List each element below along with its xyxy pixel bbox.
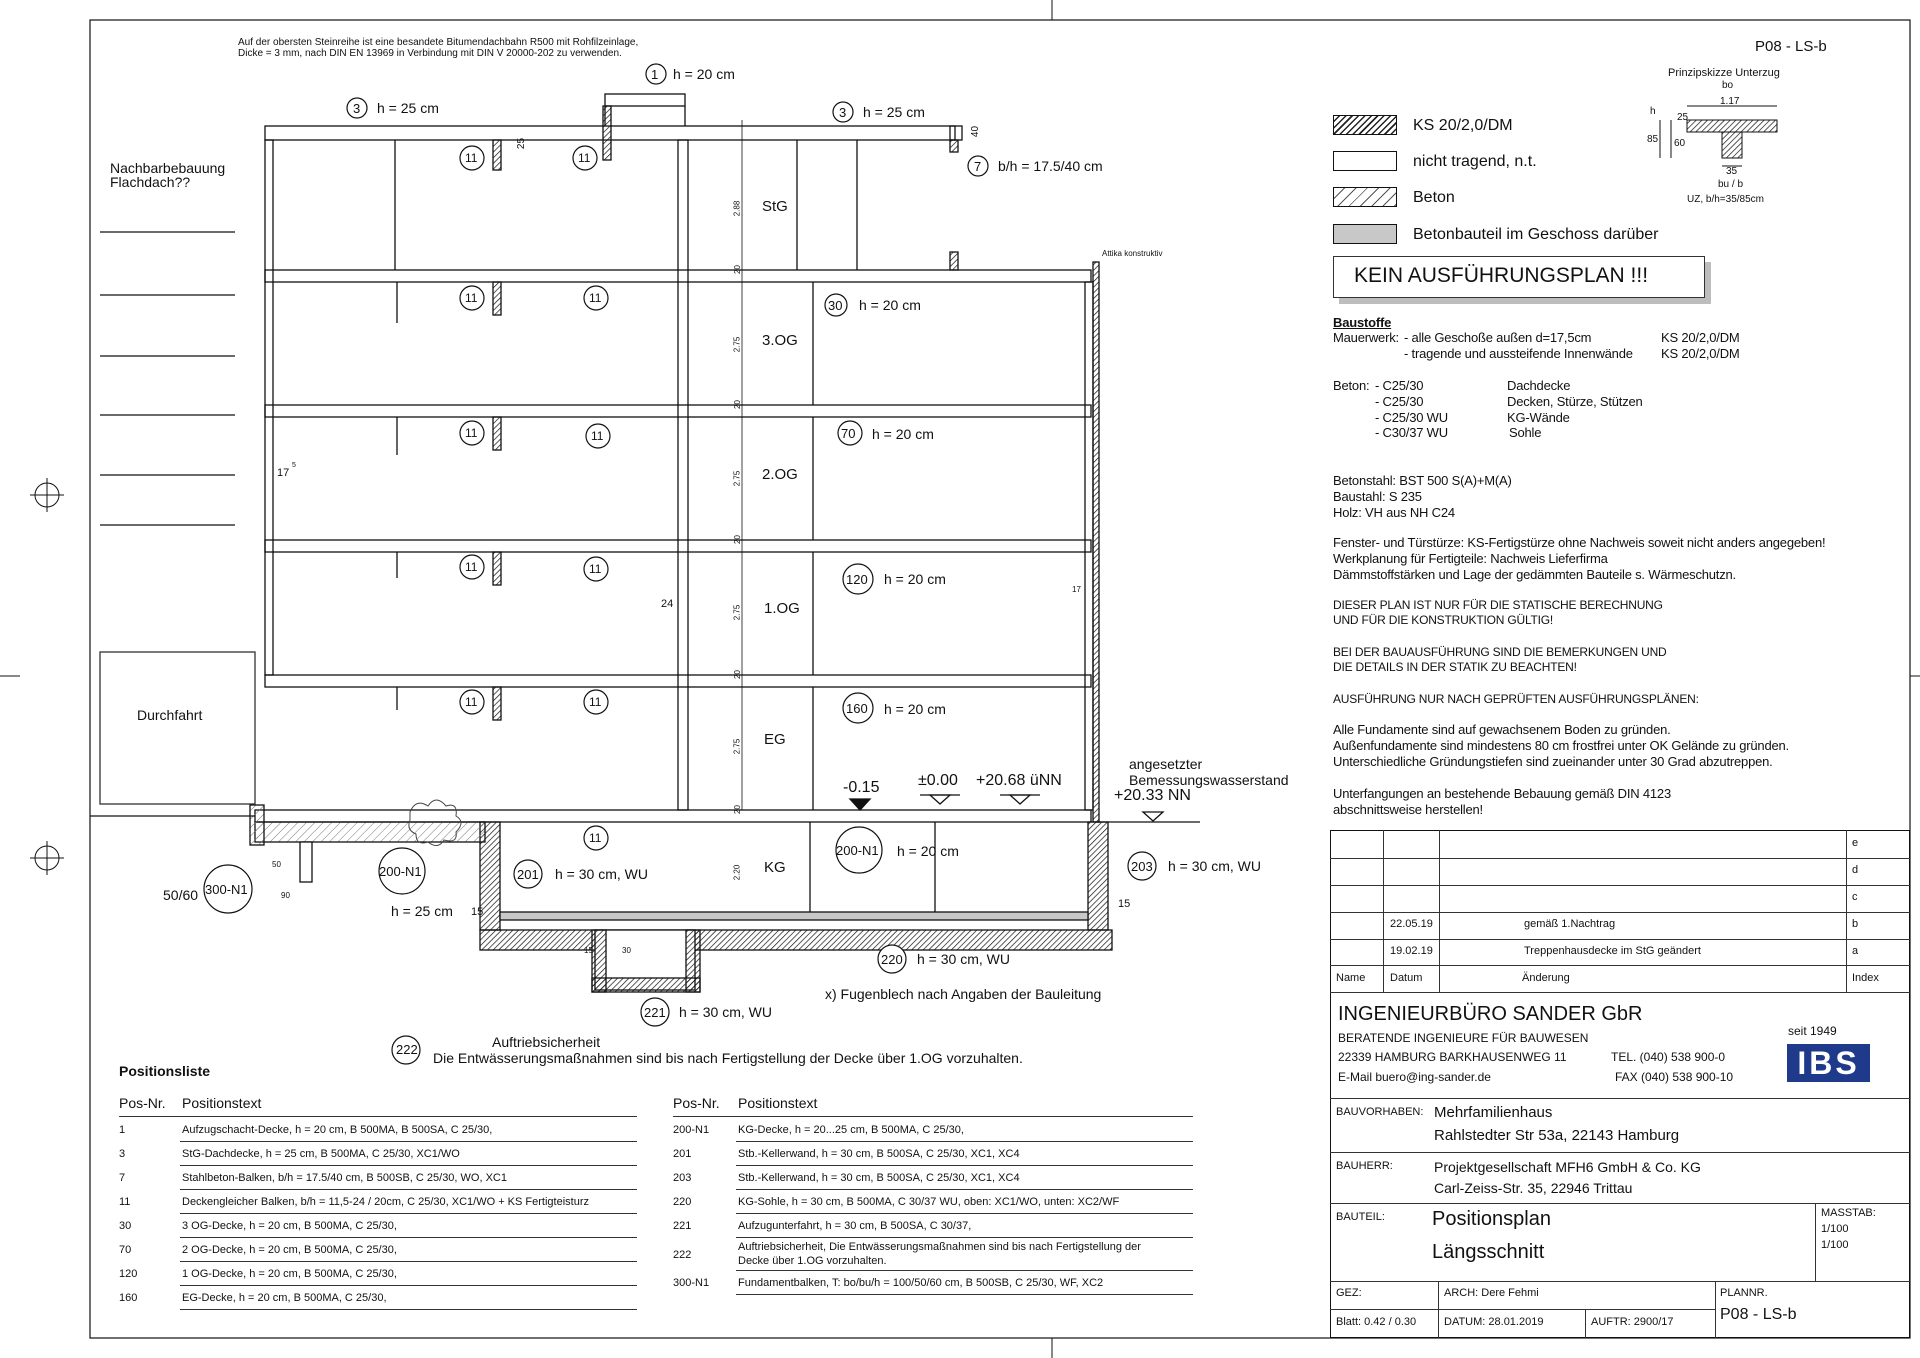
tag-201-num: 201 [517, 867, 539, 882]
tb-rule [1439, 830, 1440, 992]
tb-rule [1330, 885, 1910, 886]
steel-3: Holz: VH aus NH C24 [1333, 505, 1455, 520]
attika-label: Attika konstruktiv [1102, 249, 1163, 258]
table-rule [180, 1261, 637, 1262]
tag-1-text: h = 20 cm [673, 66, 735, 82]
tb-rule [1330, 1152, 1910, 1153]
project-line2: Rahlstedter Str 53a, 22143 Hamburg [1434, 1127, 1680, 1144]
pos-left-text: EG-Decke, h = 20 cm, B 500MA, C 25/30, [182, 1292, 387, 1304]
note: abschnittsweise herstellen! [1333, 802, 1483, 817]
positions-col-text: Positionstext [182, 1095, 262, 1111]
rev-date: 22.05.19 [1390, 918, 1433, 930]
beam-11-tag: 11 [589, 562, 602, 576]
tag-120-num: 120 [846, 572, 868, 587]
rev-index-c: c [1852, 891, 1858, 903]
pos-left-nr: 3 [119, 1148, 126, 1160]
pos-left-nr: 120 [119, 1268, 138, 1280]
client-label: BAUHERR: [1336, 1160, 1393, 1172]
pos-left-text: Stahlbeton-Balken, b/h = 17.5/40 cm, B 500SB, C 25/30, WO, XC1 [182, 1172, 507, 1184]
floor-1og: 1.OG [764, 600, 800, 617]
table-rule [736, 1294, 1193, 1295]
dim-label: 2.20 [732, 864, 742, 881]
ibs-logo: IBS [1787, 1044, 1870, 1082]
tag-221-text: h = 30 cm, WU [679, 1004, 772, 1020]
note: Außenfundamente sind mindestens 80 cm frostfrei unter OK Gelände zu gründen. [1333, 738, 1789, 753]
tag-221-num: 221 [644, 1005, 666, 1020]
beton-3-grade: - C25/30 WU [1375, 410, 1448, 425]
floor-3og: 3.OG [762, 332, 798, 349]
steel-2: Baustahl: S 235 [1333, 489, 1422, 504]
client-line1: Projektgesellschaft MFH6 GmbH & Co. KG [1434, 1159, 1701, 1175]
tb-rule [1815, 1203, 1816, 1281]
positions-col-nr: Pos-Nr. [119, 1095, 166, 1111]
pos-right-text: Stb.-Kellerwand, h = 30 cm, B 500SA, C 25/30, XC1, XC4 [738, 1172, 1020, 1184]
pos-left-text: 1 OG-Decke, h = 20 cm, B 500MA, C 25/30, [182, 1268, 397, 1280]
tag-200-n1b-text: h = 25 cm [391, 903, 453, 919]
dim-label: 17 [1072, 585, 1081, 594]
table-rule [673, 1116, 1193, 1117]
dim-label: 2.75 [732, 604, 742, 621]
pos-right-text: KG-Decke, h = 20...25 cm, B 500MA, C 25/30, [738, 1124, 964, 1136]
tag-30-num: 30 [828, 298, 843, 313]
tb-rule [1330, 1098, 1910, 1099]
dim-label: 50 [272, 860, 281, 869]
tag-1-num: 1 [651, 67, 659, 82]
roof-membrane-note-1: Auf der obersten Steinreihe ist eine besandete Bitumendachbahn R500 mit Rohfilzeinlage, [238, 37, 639, 48]
table-rule [180, 1165, 637, 1166]
part-line1: Positionsplan [1432, 1208, 1551, 1230]
tb-rule [1330, 1309, 1715, 1310]
warning-text: KEIN AUSFÜHRUNGSPLAN !!! [1354, 264, 1649, 287]
dim-label: 30 [622, 946, 631, 955]
table-rule [736, 1237, 1193, 1238]
blatt: Blatt: 0.42 / 0.30 [1336, 1316, 1417, 1328]
table-rule [180, 1309, 637, 1310]
rev-index-d: d [1852, 864, 1859, 876]
pos-left-text: Aufzugschacht-Decke, h = 20 cm, B 500MA, B 500SA, C 25/30, [182, 1124, 493, 1136]
beam-11-tag: 11 [465, 291, 478, 305]
tb-rule [1585, 1309, 1586, 1338]
dim-label: 20 [732, 535, 742, 544]
table-rule [180, 1189, 637, 1190]
beam-11-tag: 11 [465, 151, 478, 165]
tb-rule [1715, 1281, 1716, 1338]
tag-3b-num: 3 [839, 105, 847, 120]
sketch-caption: UZ, b/h=35/85cm [1687, 194, 1764, 205]
tag-120-text: h = 20 cm [884, 571, 946, 587]
pos-left-nr: 30 [119, 1220, 132, 1232]
pos-left-nr: 7 [119, 1172, 126, 1184]
tag-3b-text: h = 25 cm [863, 104, 925, 120]
beton-1-grade: - C25/30 [1375, 378, 1424, 393]
sketch-dim: h [1650, 106, 1656, 117]
dim-label: 25 [516, 137, 528, 150]
table-rule [736, 1141, 1193, 1142]
title-block [1330, 830, 1910, 1338]
fugen-note: x) Fugenblech nach Angaben der Bauleitung [825, 986, 1102, 1002]
note: UND FÜR DIE KONSTRUKTION GÜLTIG! [1333, 613, 1554, 627]
tag-220-num: 220 [881, 952, 903, 967]
table-rule [119, 1116, 637, 1117]
pos-left-nr: 1 [119, 1124, 126, 1136]
rev-head-index: Index [1852, 972, 1879, 984]
tag-200-n1b-num: 200-N1 [379, 864, 422, 879]
rev-head-name: Name [1336, 972, 1366, 984]
pos-right-text: Stb.-Kellerwand, h = 30 cm, B 500SA, C 25/30, XC1, XC4 [738, 1148, 1020, 1160]
beam-11-tag: 11 [465, 426, 478, 440]
tb-rule [1330, 965, 1910, 966]
pos-right-nr: 201 [673, 1148, 692, 1160]
roof-membrane-note-2: Dicke = 3 mm, nach DIN EN 13969 in Verbindung mit DIN V 20000-202 zu verwenden. [238, 48, 622, 59]
beton-2-grade: - C25/30 [1375, 394, 1424, 409]
sketch-width: 1.17 [1720, 96, 1740, 107]
pos-right-nr: 220 [673, 1196, 692, 1208]
dim-label: 15 [471, 906, 484, 918]
pos-right-text: Aufzugunterfahrt, h = 30 cm, B 500SA, C 30/37, [738, 1220, 972, 1232]
tag-70-num: 70 [841, 426, 856, 441]
plannr: P08 - LS-b [1720, 1306, 1797, 1323]
legend-swatch-above [1333, 224, 1397, 244]
sheet-reference: P08 - LS-b [1755, 38, 1827, 55]
pos-right-text: Auftriebsicherheit, Die Entwässerungsmaßnahmen sind bis nach Fertigstellung der [738, 1241, 1141, 1253]
positions-col-nr-2: Pos-Nr. [673, 1095, 720, 1111]
rev-index-a: a [1852, 945, 1859, 957]
project-label: BAUVORHABEN: [1336, 1106, 1424, 1118]
tag-7-num: 7 [974, 159, 982, 174]
part-label: BAUTEIL: [1336, 1211, 1385, 1223]
pos-right-text: Fundamentbalken, T: bo/bu/h = 100/50/60 cm, B 500SB, C 25/30, WF, XC2 [738, 1277, 1104, 1289]
office-email: E-Mail buero@ing-sander.de [1338, 1070, 1491, 1084]
steel-1: Betonstahl: BST 500 S(A)+M(A) [1333, 473, 1512, 488]
sketch-bo: bo [1722, 80, 1734, 91]
dim-label: 2.75 [732, 738, 742, 755]
rev-date: 19.02.19 [1390, 945, 1433, 957]
office-sub: BERATENDE INGENIEURE FÜR BAUWESEN [1338, 1031, 1589, 1045]
level-nn: +20.68 üNN [976, 772, 1062, 789]
mauerwerk-1-value: KS 20/2,0/DM [1661, 330, 1740, 345]
tb-rule [1330, 912, 1910, 913]
tb-rule [1330, 992, 1910, 993]
table-rule [180, 1141, 637, 1142]
rev-head-date: Datum [1390, 972, 1423, 984]
mauerwerk-2-value: KS 20/2,0/DM [1661, 346, 1740, 361]
beton-3-use: KG-Wände [1507, 410, 1570, 425]
sketch-dim: 85 [1647, 134, 1659, 145]
tag-160-num: 160 [846, 701, 868, 716]
dim-label: 2.75 [732, 336, 742, 353]
sketch-bu-label: bu / b [1718, 179, 1744, 190]
rev-change: Treppenhausdecke im StG geändert [1524, 945, 1701, 957]
beam-11-tag: 11 [578, 151, 591, 165]
dim-label: 20 [732, 265, 742, 274]
dim-label: 17 [277, 467, 290, 479]
tag-7-text: b/h = 17.5/40 cm [998, 158, 1103, 174]
rev-change: gemäß 1.Nachtrag [1524, 918, 1616, 930]
auftrieb-num: 222 [396, 1042, 418, 1057]
table-rule [736, 1189, 1193, 1190]
note: Unterschiedliche Gründungstiefen sind zueinander unter 30 Grad abzutreppen. [1333, 754, 1773, 769]
client-line2: Carl-Zeiss-Str. 35, 22946 Trittau [1434, 1180, 1633, 1196]
note: Unterfangungen an bestehende Bebauung gemäß DIN 4123 [1333, 786, 1671, 801]
table-rule [180, 1285, 637, 1286]
project-line1: Mehrfamilienhaus [1434, 1104, 1553, 1121]
beam-11-tag: 11 [589, 291, 602, 305]
tag-70-text: h = 20 cm [872, 426, 934, 442]
legend-above: Betonbauteil im Geschoss darüber [1413, 226, 1659, 243]
auftrieb-title: Auftriebsicherheit [492, 1034, 601, 1050]
pos-left-text: 3 OG-Decke, h = 20 cm, B 500MA, C 25/30, [182, 1220, 397, 1232]
table-rule [736, 1270, 1193, 1271]
rev-index-b: b [1852, 918, 1859, 930]
pos-left-nr: 160 [119, 1292, 138, 1304]
dim-label: 5 [292, 462, 296, 469]
neighbor-label-1: Nachbarbebauung [110, 160, 226, 176]
tag-3a-text: h = 25 cm [377, 100, 439, 116]
tag-3a-num: 3 [353, 101, 361, 116]
tb-rule [1383, 830, 1384, 992]
table-rule [180, 1237, 637, 1238]
office-tel: TEL. (040) 538 900-0 [1611, 1050, 1726, 1064]
tag-203-num: 203 [1131, 859, 1153, 874]
water-label-1: angesetzter [1129, 756, 1203, 772]
tb-rule [1330, 1203, 1910, 1204]
beam-11-tag: 11 [465, 560, 478, 574]
water-level: +20.33 NN [1114, 787, 1191, 804]
floor-eg: EG [764, 731, 786, 748]
mauerwerk-1: - alle Geschoße außen d=17,5cm [1404, 330, 1592, 345]
tag-200-n1-text: h = 20 cm [897, 843, 959, 859]
dim-label: 40 [970, 125, 982, 138]
dim-label: 20 [732, 805, 742, 814]
dim-label: 20 [732, 400, 742, 409]
tag-201-text: h = 30 cm, WU [555, 866, 648, 882]
sketch-dim: 25 [1677, 112, 1689, 123]
office-name: INGENIEURBÜRO SANDER GbR [1338, 1003, 1643, 1025]
passage-label: Durchfahrt [137, 707, 203, 723]
sketch-bu: 35 [1726, 166, 1738, 177]
floor-kg: KG [764, 859, 786, 876]
auftr: AUFTR: 2900/17 [1591, 1316, 1674, 1328]
beton-4-use: Sohle [1509, 425, 1542, 440]
pos-right-nr: 221 [673, 1220, 692, 1232]
tag-200-n1-num: 200-N1 [836, 843, 879, 858]
table-rule [180, 1213, 637, 1214]
dim-label: 20 [732, 670, 742, 679]
pos-left-nr: 11 [119, 1196, 131, 1208]
beam-11-tag: 11 [591, 429, 604, 443]
beton-2-use: Decken, Stürze, Stützen [1507, 394, 1643, 409]
legend-ks: KS 20/2,0/DM [1413, 117, 1513, 134]
tb-rule [1330, 939, 1910, 940]
tag-160-text: h = 20 cm [884, 701, 946, 717]
pos-right-nr: 300-N1 [673, 1277, 710, 1289]
beam-11-tag: 11 [465, 695, 478, 709]
note: Werkplanung für Fertigteile: Nachweis Lieferfirma [1333, 551, 1608, 566]
tb-rule [1330, 1281, 1910, 1282]
note: DIE DETAILS IN DER STATIK ZU BEACHTEN! [1333, 660, 1577, 674]
note: AUSFÜHRUNG NUR NACH GEPRÜFTEN AUSFÜHRUNGSPLÄNEN: [1333, 692, 1699, 706]
office-since: seit 1949 [1788, 1024, 1837, 1038]
pos-left-text: StG-Dachdecke, h = 25 cm, B 500MA, C 25/30, XC1/WO [182, 1148, 460, 1160]
dim-label: 2.75 [732, 470, 742, 487]
level-zero: ±0.00 [918, 772, 958, 789]
auftrieb-text: Die Entwässerungsmaßnahmen sind bis nach Fertigstellung der Decke über 1.OG vorzuhalten. [433, 1050, 1023, 1066]
legend-swatch-ks [1333, 115, 1397, 135]
level-floor: -0.15 [843, 779, 880, 796]
pos-left-text: 2 OG-Decke, h = 20 cm, B 500MA, C 25/30, [182, 1244, 397, 1256]
beam-11-tag: 11 [589, 831, 602, 845]
note: BEI DER BAUAUSFÜHRUNG SIND DIE BEMERKUNGEN UND [1333, 645, 1667, 659]
legend-beton: Beton [1413, 189, 1455, 206]
mauerwerk-label: Mauerwerk: [1333, 330, 1399, 345]
pos-right-nr: 203 [673, 1172, 692, 1184]
floor-stg: StG [762, 198, 788, 215]
scale-2: 1/100 [1821, 1239, 1849, 1251]
beton-label: Beton: [1333, 378, 1370, 393]
table-rule [736, 1213, 1193, 1214]
note: Dämmstoffstärken und Lage der gedämmten Bauteile s. Wärmeschutzn. [1333, 567, 1736, 582]
floor-2og: 2.OG [762, 466, 798, 483]
mauerwerk-2: - tragende und aussteifende Innenwände [1404, 346, 1633, 361]
dim-label: 15 [1118, 898, 1131, 910]
materials-heading: Baustoffe [1333, 315, 1392, 330]
datum: DATUM: 28.01.2019 [1444, 1316, 1544, 1328]
legend-swatch-nt [1333, 151, 1397, 171]
dim-label: 2.88 [732, 200, 742, 217]
note: Fenster- und Türstürze: KS-Fertigstürze ohne Nachweis soweit nicht anders angegeben! [1333, 535, 1826, 550]
office-address: 22339 HAMBURG BARKHAUSENWEG 11 [1338, 1050, 1567, 1064]
neighbor-label-2: Flachdach?? [110, 174, 191, 190]
pos-right-text-2: Decke über 1.OG vorzuhalten. [738, 1255, 887, 1267]
legend-swatch-beton [1333, 187, 1397, 207]
positions-col-text-2: Positionstext [738, 1095, 818, 1111]
pos-right-text: KG-Sohle, h = 30 cm, B 500MA, C 30/37 WU, oben: XC1/WO, unten: XC2/WF [738, 1196, 1120, 1208]
tag-203-text: h = 30 cm, WU [1168, 858, 1261, 874]
dim-label: 90 [281, 891, 290, 900]
tag-300-n1-num: 300-N1 [205, 882, 248, 897]
pos-left-nr: 70 [119, 1244, 132, 1256]
beton-1-use: Dachdecke [1507, 378, 1571, 393]
rev-index-e: e [1852, 837, 1859, 849]
pos-right-nr: 222 [673, 1249, 692, 1261]
dim-label: 24 [661, 598, 674, 610]
sketch-title: Prinzipskizze Unterzug [1668, 67, 1780, 79]
table-rule [736, 1165, 1193, 1166]
rev-head-change: Änderung [1522, 972, 1570, 984]
scale-1: 1/100 [1821, 1223, 1849, 1235]
beam-11-tag: 11 [589, 695, 602, 709]
note: DIESER PLAN IST NUR FÜR DIE STATISCHE BERECHNUNG [1333, 598, 1663, 612]
tag-30-text: h = 20 cm [859, 297, 921, 313]
tag-300-n1-text: 50/60 [163, 887, 199, 903]
legend-nt: nicht tragend, n.t. [1413, 153, 1537, 170]
water-label-2: Bemessungswasserstand [1129, 772, 1289, 788]
positions-heading: Positionsliste [119, 1063, 211, 1079]
office-fax: FAX (040) 538 900-10 [1615, 1070, 1734, 1084]
beton-4-grade: - C30/37 WU [1375, 425, 1448, 440]
pos-left-text: Deckengleicher Balken, b/h = 11,5-24 / 20cm, C 25/30, XC1/WO + KS Fertigteisturz [182, 1196, 589, 1208]
sketch-dim: 60 [1674, 138, 1686, 149]
note: Alle Fundamente sind auf gewachsenem Boden zu gründen. [1333, 722, 1671, 737]
part-line2: Längsschnitt [1432, 1241, 1545, 1263]
tb-rule [1330, 858, 1910, 859]
gez-label: GEZ: [1336, 1287, 1362, 1299]
tag-220-text: h = 30 cm, WU [917, 951, 1010, 967]
scale-label: MASSTAB: [1821, 1207, 1876, 1219]
plannr-label: PLANNR. [1720, 1287, 1768, 1299]
tb-rule [1846, 830, 1847, 992]
arch-label: ARCH: Dere Fehmi [1444, 1287, 1539, 1299]
warning-box [1333, 256, 1705, 298]
dim-label: 15 [584, 946, 593, 955]
pos-right-nr: 200-N1 [673, 1124, 710, 1136]
